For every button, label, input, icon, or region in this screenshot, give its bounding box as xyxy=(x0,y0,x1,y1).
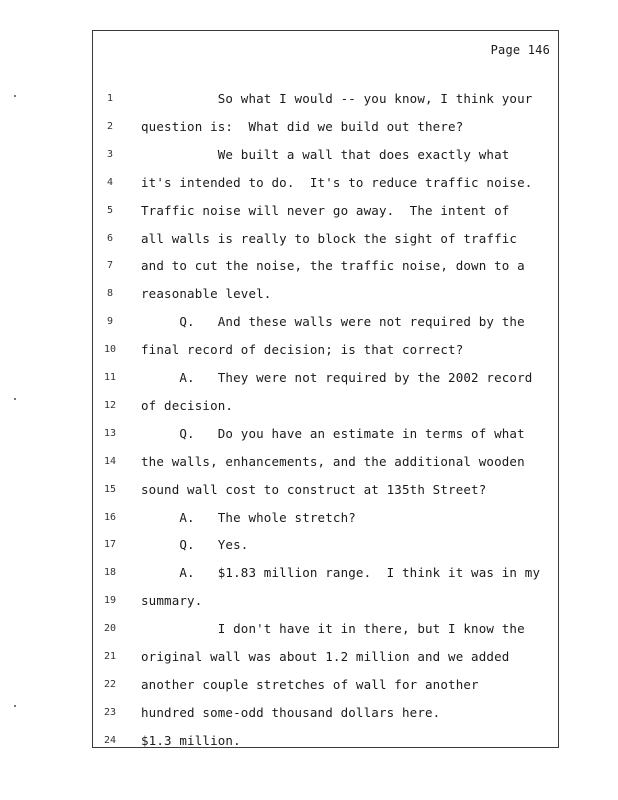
transcript-line xyxy=(93,229,558,249)
line-number: 20 xyxy=(103,623,117,635)
transcript-line xyxy=(93,675,558,695)
transcript-line xyxy=(93,619,558,639)
line-number: 18 xyxy=(103,567,117,579)
transcript-page xyxy=(92,30,559,748)
line-number: 21 xyxy=(103,651,117,662)
line-text: and to cut the noise, the traffic noise, down to a xyxy=(141,258,525,274)
page-number: Page 146 xyxy=(490,43,550,57)
line-text: A. They were not required by the 2002 record xyxy=(141,370,533,385)
transcript-line xyxy=(93,340,558,360)
line-text: A. $1.83 million range. I think it was in my xyxy=(141,565,541,581)
line-number: 8 xyxy=(106,288,114,300)
transcript-line xyxy=(93,452,558,472)
transcript-line xyxy=(93,424,558,444)
line-number: 23 xyxy=(103,706,117,718)
transcript-line xyxy=(93,563,558,583)
line-number: 7 xyxy=(106,260,114,272)
line-text: summary. xyxy=(141,593,203,609)
line-text: the walls, enhancements, and the additional wooden xyxy=(141,453,525,469)
line-text: all walls is really to block the sight of traffic xyxy=(141,230,518,246)
line-number: 4 xyxy=(106,176,114,188)
line-text: question is: What did we build out there? xyxy=(141,118,464,134)
line-number: 9 xyxy=(106,316,114,328)
line-text: reasonable level. xyxy=(141,286,272,302)
line-number: 11 xyxy=(103,372,117,383)
transcript-line xyxy=(93,89,558,109)
transcript-line xyxy=(93,145,558,165)
line-text: $1.3 million. xyxy=(141,732,241,748)
transcript-line xyxy=(93,368,558,388)
transcript-line xyxy=(93,703,558,723)
line-number: 16 xyxy=(103,511,117,523)
line-text: another couple stretches of wall for another xyxy=(141,676,479,692)
line-text: Q. And these walls were not required by the xyxy=(141,314,525,330)
line-text: final record of decision; is that correct? xyxy=(141,342,464,358)
transcript-line xyxy=(93,591,558,611)
transcript-line xyxy=(93,173,558,193)
transcript-line xyxy=(93,117,558,137)
transcript-line xyxy=(93,201,558,221)
line-text: So what I would -- you know, I think your xyxy=(141,91,533,106)
line-number: 14 xyxy=(103,455,117,467)
line-number: 1 xyxy=(106,93,114,104)
line-number: 2 xyxy=(106,120,114,132)
margin-speck xyxy=(14,705,16,707)
line-text: Traffic noise will never go away. The intent of xyxy=(141,202,510,218)
line-text: of decision. xyxy=(141,397,234,413)
line-text: hundred some-odd thousand dollars here. xyxy=(141,704,441,720)
line-number: 3 xyxy=(106,148,114,160)
line-number: 10 xyxy=(103,344,117,356)
margin-speck xyxy=(14,95,16,97)
line-number: 19 xyxy=(103,595,117,607)
transcript-line xyxy=(93,647,558,667)
line-text: Q. Do you have an estimate in terms of what xyxy=(141,425,525,441)
transcript-line xyxy=(93,312,558,332)
margin-speck xyxy=(14,398,16,400)
line-number: 12 xyxy=(103,399,117,411)
transcript-line xyxy=(93,396,558,416)
transcript-line xyxy=(93,284,558,304)
line-number: 6 xyxy=(106,232,114,244)
line-number: 22 xyxy=(103,678,117,690)
transcript-line xyxy=(93,731,558,751)
line-text: it's intended to do. It's to reduce traffic noise. xyxy=(141,174,533,190)
line-number: 24 xyxy=(103,734,117,746)
line-text: A. The whole stretch? xyxy=(141,509,356,525)
line-number: 15 xyxy=(103,483,117,495)
transcript-line xyxy=(93,508,558,528)
line-text: We built a wall that does exactly what xyxy=(141,146,510,162)
line-number: 17 xyxy=(103,539,117,551)
line-text: I don't have it in there, but I know the xyxy=(141,621,525,637)
transcript-line xyxy=(93,256,558,276)
line-text: sound wall cost to construct at 135th Street? xyxy=(141,481,487,497)
transcript-line xyxy=(93,480,558,500)
transcript-line xyxy=(93,535,558,555)
line-number: 13 xyxy=(103,427,117,439)
line-text: Q. Yes. xyxy=(141,537,249,553)
line-number: 5 xyxy=(106,204,114,216)
line-text: original wall was about 1.2 million and we added xyxy=(141,649,510,664)
